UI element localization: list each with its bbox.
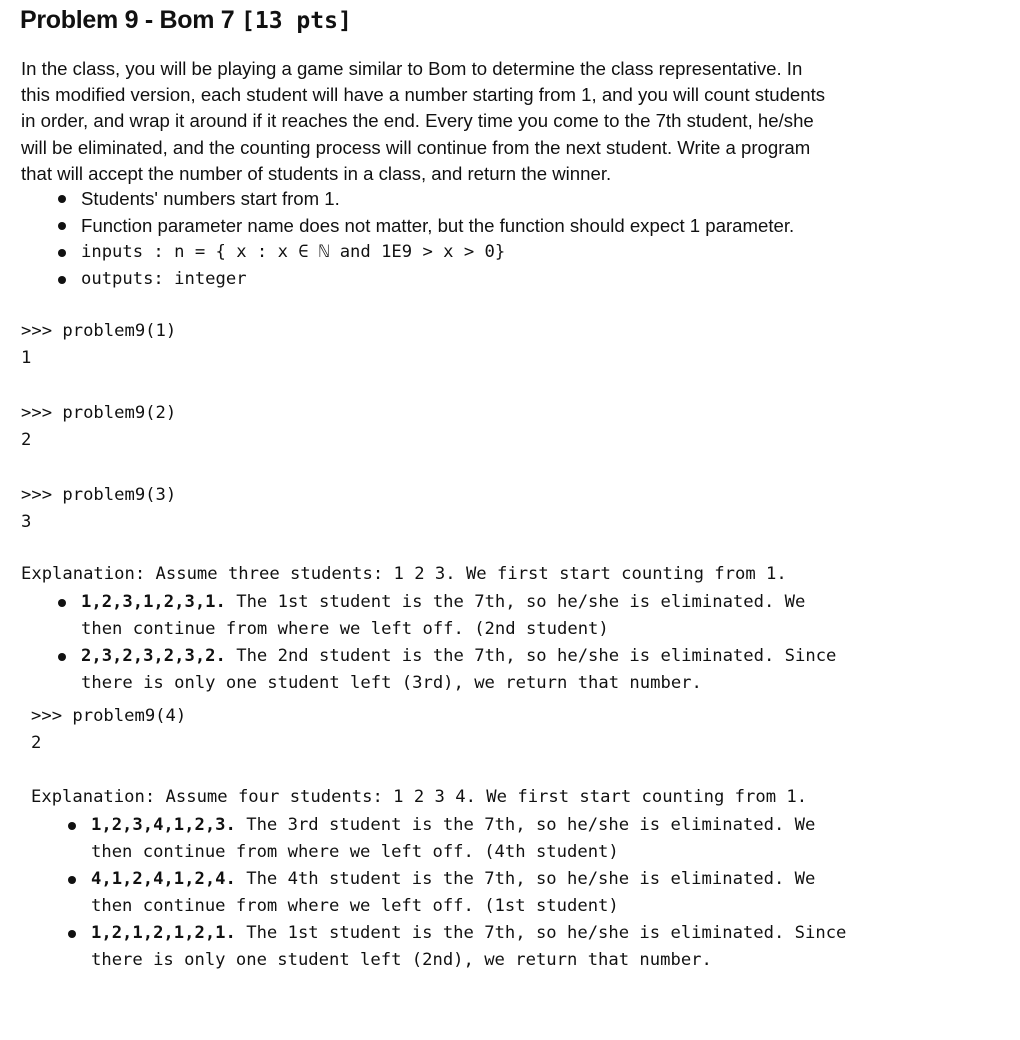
bullet-icon <box>58 599 66 607</box>
step-text: there is only one student left (3rd), we return that number. <box>81 673 702 693</box>
bullet-icon <box>68 822 76 830</box>
bullet-icon <box>68 876 76 884</box>
step-text: The 4th student is the 7th, so he/she is eliminated. We <box>235 869 816 889</box>
problem-description <box>21 56 951 187</box>
count-sequence: 1,2,3,4,1,2,3. <box>91 815 236 835</box>
description-line: In the class, you will be playing a game similar to Bom to determine the class representative. In <box>21 58 803 79</box>
example-call: >>> problem9(3) <box>21 485 177 505</box>
bullet-icon <box>58 249 66 257</box>
requirement-item <box>0 213 794 240</box>
description-line: will be eliminated, and the counting process will continue from the next student. Write a program <box>21 136 811 158</box>
count-sequence: 1,2,1,2,1,2,1. <box>91 923 236 943</box>
bullet-icon <box>58 195 66 203</box>
step-text: then continue from where we left off. (4th student) <box>91 842 619 862</box>
requirement-text: outputs: integer <box>81 269 247 289</box>
explanation-step <box>21 643 836 697</box>
bullet-icon <box>58 653 66 661</box>
example-result: 2 <box>31 733 42 753</box>
example-result: 3 <box>21 512 32 532</box>
bullet-icon <box>58 276 66 284</box>
step-text: The 1st student is the 7th, so he/she is eliminated. We <box>225 592 806 612</box>
explanation-intro: Explanation: Assume three students: 1 2 3. We first start counting from 1. <box>21 564 787 584</box>
step-text: The 1st student is the 7th, so he/she is eliminated. Since <box>235 923 847 943</box>
description-line: this modified version, each student will have a number starting from 1, and you will count students <box>21 84 826 106</box>
requirements-list <box>0 186 794 293</box>
requirement-item <box>0 186 794 213</box>
explanation-step <box>31 920 846 974</box>
requirement-item <box>0 239 794 266</box>
points-label: [13 pts] <box>241 8 352 34</box>
explanation-step <box>21 589 836 643</box>
step-text: there is only one student left (2nd), we return that number. <box>91 950 712 970</box>
requirement-item <box>0 266 794 293</box>
explanation-intro: Explanation: Assume four students: 1 2 3 4. We first start counting from 1. <box>31 787 808 807</box>
step-text: The 2nd student is the 7th, so he/she is eliminated. Since <box>225 646 837 666</box>
bullet-icon <box>58 222 66 230</box>
example-result: 2 <box>21 430 32 450</box>
requirement-text: inputs : n = { x : x ∈ ℕ and 1E9 > x > 0} <box>81 242 506 262</box>
step-text: then continue from where we left off. (1st student) <box>91 896 619 916</box>
description-line: in order, and wrap it around if it reaches the end. Every time you come to the 7th student, he/she <box>21 110 814 132</box>
explanation-steps <box>21 589 836 697</box>
count-sequence: 4,1,2,4,1,2,4. <box>91 869 236 889</box>
step-text: The 3rd student is the 7th, so he/she is eliminated. We <box>235 815 816 835</box>
example-call: >>> problem9(4) <box>31 706 187 726</box>
count-sequence: 1,2,3,1,2,3,1. <box>81 592 226 612</box>
requirement-text: Function parameter name does not matter, but the function should expect 1 parameter. <box>81 214 795 236</box>
problem-title-text: Problem 9 - Bom 7 <box>20 6 242 34</box>
description-line: that will accept the number of students in a class, and return the winner. <box>21 162 612 184</box>
requirement-text: Students' numbers start from 1. <box>81 188 340 209</box>
bullet-icon <box>68 930 76 938</box>
problem-title <box>20 6 352 35</box>
count-sequence: 2,3,2,3,2,3,2. <box>81 646 226 666</box>
step-text: then continue from where we left off. (2nd student) <box>81 619 609 639</box>
example-call: >>> problem9(2) <box>21 403 177 423</box>
example-call: >>> problem9(1) <box>21 321 177 341</box>
example-result: 1 <box>21 348 32 368</box>
explanation-step <box>31 812 846 866</box>
explanation-steps <box>31 812 846 974</box>
explanation-step <box>31 866 846 920</box>
